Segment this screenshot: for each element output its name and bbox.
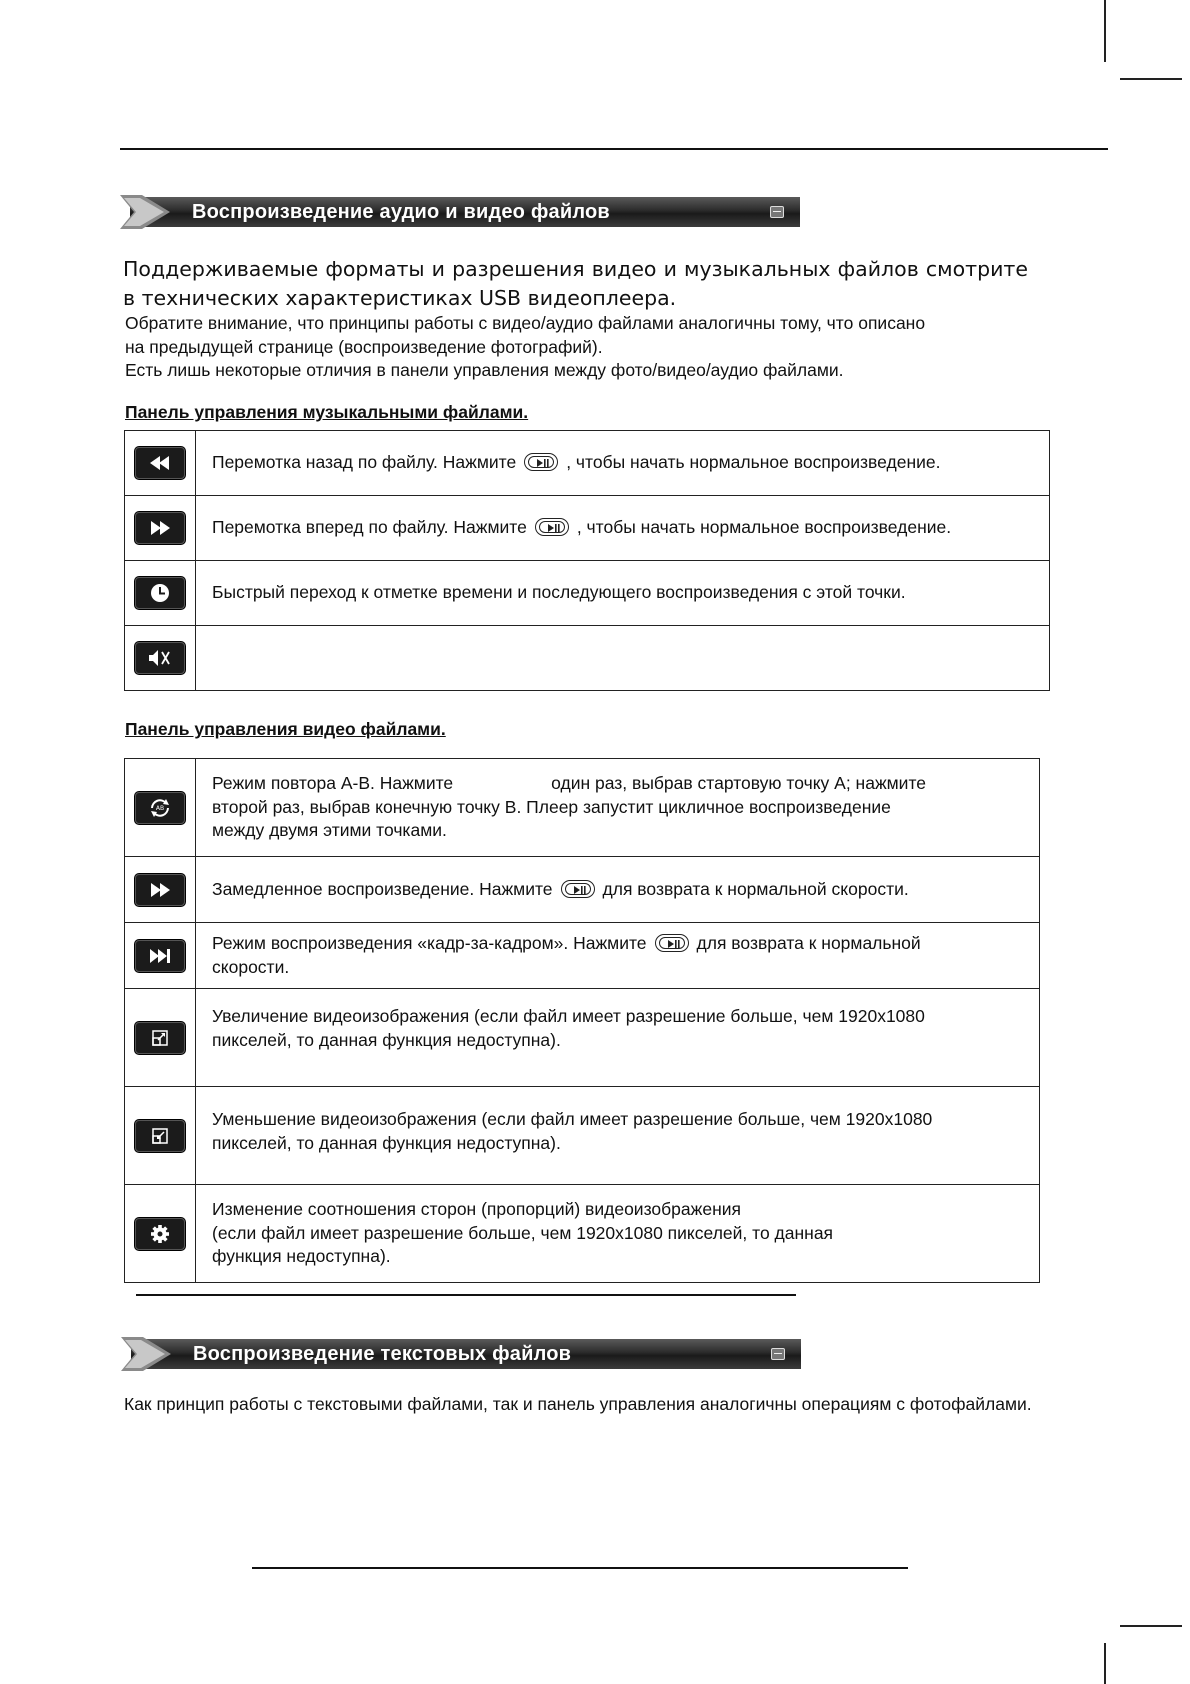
row-text: скорости. [212, 956, 290, 977]
clock-icon [135, 577, 185, 609]
play-pause-icon [524, 453, 558, 471]
row-text: Увеличение видеоизображения (если файл имеет разрешение больше, чем 1920x1080 [212, 1006, 925, 1026]
row-text: второй раз, выбрав конечную точку В. Плеер запустит цикличное воспроизведение [212, 796, 891, 817]
video-controls-table [124, 758, 1040, 1283]
table-row [125, 1087, 1040, 1185]
row-text: функция недоступна). [212, 1246, 391, 1267]
row-text: Уменьшение видеоизображения (если файл имеет разрешение больше, чем 1920x1080 [212, 1109, 933, 1129]
banner-arrow-icon [120, 195, 172, 229]
table-row [125, 626, 1050, 691]
table-row [125, 561, 1050, 626]
row-text: Режим воспроизведения «кадр-за-кадром». Нажмите [212, 933, 647, 953]
row-text: пикселей, то данная функция недоступна). [212, 1132, 561, 1153]
music-panel-heading: Панель управления музыкальными файлами. [125, 402, 529, 422]
fast-forward-icon [135, 512, 185, 544]
banner-minimize-icon [770, 206, 784, 218]
row-text: между двумя этими точками. [212, 820, 447, 841]
section-title: Воспроизведение текстовых файлов [193, 1343, 572, 1365]
row-text: Перемотка назад по файлу. Нажмите [212, 452, 517, 473]
header-rule [120, 148, 1108, 150]
table-row [125, 989, 1040, 1087]
crop-mark-bottom-vertical [1104, 1643, 1106, 1684]
zoom-in-icon [135, 1022, 185, 1054]
table-row [125, 496, 1050, 561]
row-text: , чтобы начать нормальное воспроизведение. [566, 452, 941, 473]
intro-lead-text: Поддерживаемые форматы и разрешения видео и музыкальных файлов смотрите в технических характеристиках USB видеоплеера. [123, 257, 1028, 310]
intro-notes [125, 312, 1055, 383]
banner-minimize-icon [771, 1348, 785, 1360]
row-text: для возврата к нормальной скорости. [602, 878, 909, 899]
note-line: Есть лишь некоторые отличия в панели управления между фото/видео/аудио файлами. [125, 360, 844, 380]
row-text: Изменение соотношения сторон (пропорций) видеоизображения [212, 1199, 741, 1220]
mute-icon [135, 642, 185, 674]
music-controls-table [124, 430, 1050, 691]
section-banner-text-files [121, 1337, 801, 1371]
row-text: Быстрый переход к отметке времени и последующего воспроизведения с этой точки. [212, 582, 906, 603]
crop-mark-top-vertical [1104, 0, 1106, 62]
table-row [125, 857, 1040, 923]
zoom-out-icon [135, 1120, 185, 1152]
text-files-body: Как принцип работы с текстовыми файлами, так и панель управления аналогичны операциям с фотофайлами. [124, 1394, 1032, 1414]
repeat-ab-icon [135, 792, 185, 824]
footer-rule [252, 1567, 908, 1569]
table-row [125, 759, 1040, 857]
crop-mark-top-horizontal [1120, 78, 1182, 80]
note-line: Обратите внимание, что принципы работы с видео/аудио файлами аналогичны тому, что описано [125, 313, 926, 333]
row-text: один раз, выбрав стартовую точку А; нажмите [551, 773, 927, 794]
section-title: Воспроизведение аудио и видео файлов [192, 201, 610, 223]
table-row [125, 431, 1050, 496]
crop-mark-bottom-horizontal [1120, 1625, 1182, 1627]
frame-step-icon [135, 940, 185, 972]
gear-icon [135, 1218, 185, 1250]
note-line: на предыдущей странице (воспроизведение фотографий). [125, 336, 603, 357]
svg-text:AB: AB [155, 804, 165, 812]
row-text: Режим повтора A-B. Нажмите [212, 773, 454, 794]
table-row [125, 1185, 1040, 1283]
row-text: (если файл имеет разрешение больше, чем 1920x1080 пикселей, то данная [212, 1222, 834, 1243]
play-pause-icon [535, 518, 569, 536]
table-row [125, 923, 1040, 989]
row-text: для возврата к нормальной [696, 933, 921, 953]
row-text: , чтобы начать нормальное воспроизведение. [576, 517, 952, 538]
section-banner-audio-video [120, 195, 800, 229]
section-divider-rule [136, 1294, 796, 1296]
slow-forward-icon [135, 874, 185, 906]
rewind-icon [135, 447, 185, 479]
play-pause-icon [655, 934, 689, 952]
banner-arrow-icon [121, 1337, 173, 1371]
row-text: Замедленное воспроизведение. Нажмите [212, 878, 553, 899]
row-text: пикселей, то данная функция недоступна). [212, 1029, 561, 1050]
row-text: Перемотка вперед по файлу. Нажмите [212, 517, 527, 538]
video-panel-heading: Панель управления видео файлами. [125, 719, 446, 739]
play-pause-icon [561, 880, 595, 898]
